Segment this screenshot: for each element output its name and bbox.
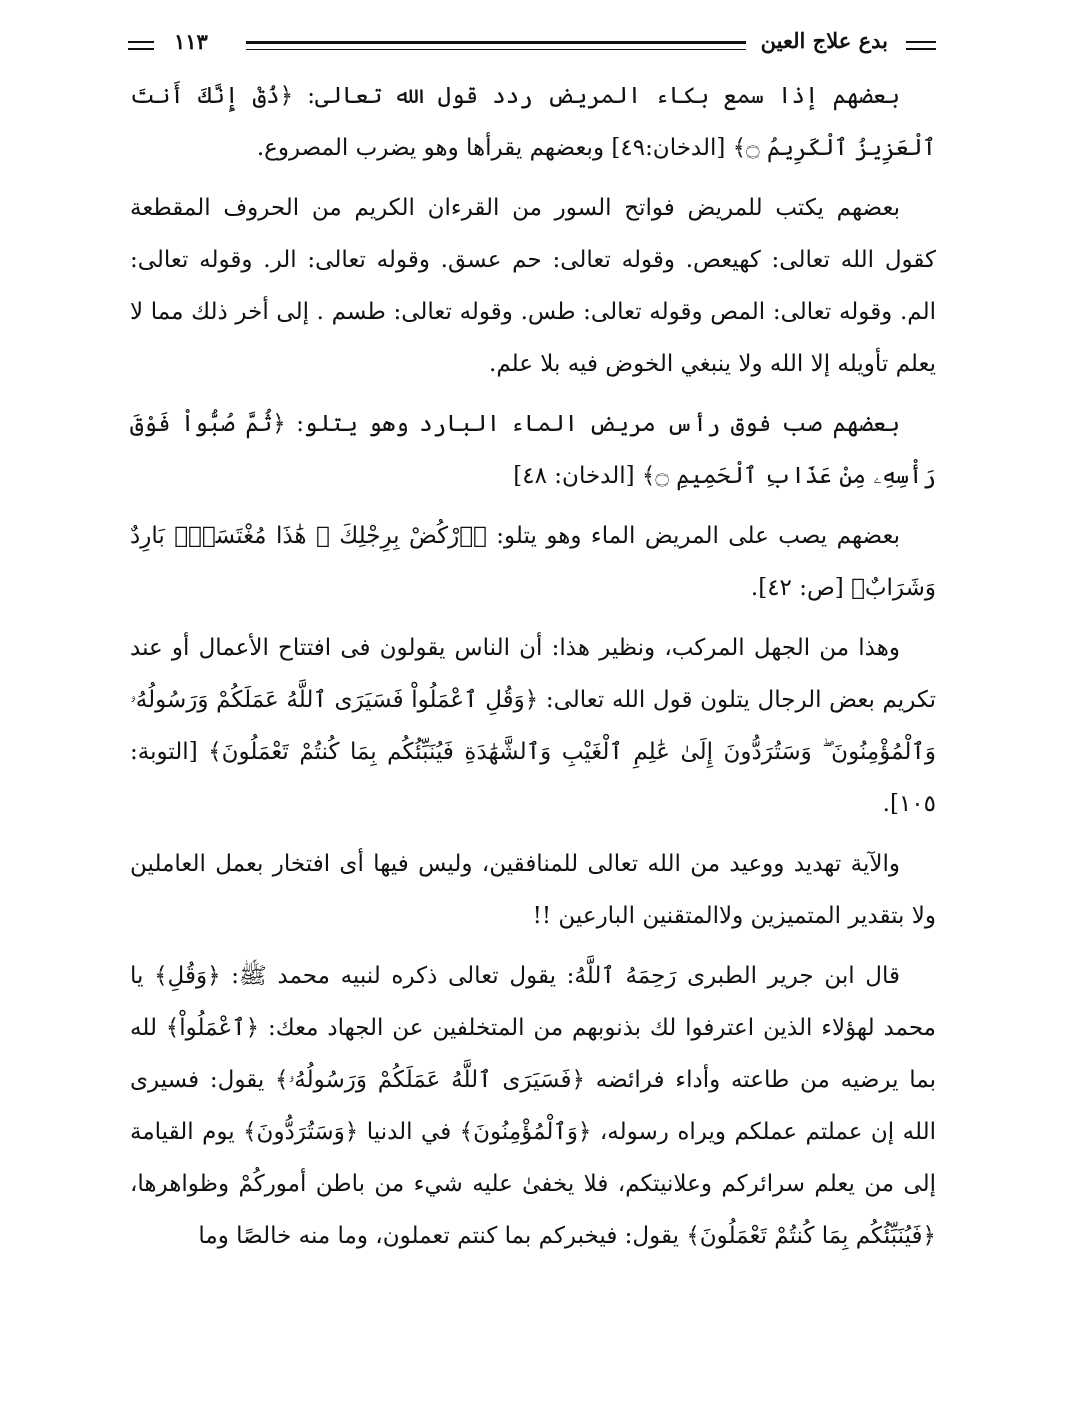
header-rule (246, 41, 746, 50)
paragraph: وهذا من الجهل المركب، ونظير هذا: أن الناس يقولون فى افتتاح الأعمال أو عند تكريم بعض الرجال يتلون قول الله تعالى: ﴿وَقُلِ ٱعْمَلُواْ فَسَيَرَى ٱللَّهُ عَمَلَكُمْ وَرَسُولُهُۥ وَٱلْمُؤْمِنُونَ ۖ وَسَتُرَدُّونَ إِلَىٰ عَٰلِمِ ٱلْغَيْبِ وَٱلشَّهَٰدَةِ فَيُنَبِّئُكُم بِمَا كُنتُمْ تَعْمَلُونَ﴾ [التوبة: ١٠٥]. (130, 635, 936, 817)
paragraph: بعضهم يكتب للمريض فواتح السور من القرءان الكريم من الحروف المقطعة كقول الله تعالى: كهيعص. وقوله تعالى: حم عسق. وقوله تعالى: الر. وقوله تعالى: الم. وقوله تعالى: المص وقوله تعالى: طس. وقوله تعالى: طسم . إلى أخر ذلك مما لا يعلم تأويله إلا الله ولا ينبغي الخوض فيه بلا علم. (130, 195, 936, 377)
running-title: بدع علاج العين (760, 28, 888, 53)
page-header (128, 28, 936, 58)
page-number: ١١٣ (174, 29, 208, 54)
paragraph: والآية تهديد ووعيد من الله تعالى للمنافقين، وليس فيها أى افتخار بعمل العاملين ولا بتقدير المتميزين ولاالمتقنين البارعين !! (130, 851, 936, 929)
header-ornament-left (128, 41, 154, 50)
paragraph: بعضهم إذا سمع بكاء المريض ردد قول الله تعالى: ﴿ذُقْ إِنَّكَ أَنتَ ٱلْعَزِيزُ ٱلْكَرِيمُ ۝﴾ [الدخان:٤٩] وبعضهم يقرأها وهو يضرب المصروع. (130, 83, 936, 161)
paragraph: بعضهم يصب على المريض الماء وهو يتلو: ﴿ٱرْكُضْ بِرِجْلِكَ ۖ هَٰذَا مُغْتَسَلٌۢ بَارِدٌ وَشَرَابٌ﴾ [ص: ٤٢]. (130, 523, 936, 601)
paragraph: قال ابن جرير الطبرى رَحِمَهُ ٱللَّهُ: يقول تعالى ذكره لنبيه محمد ﷺ: ﴿وَقُلِ﴾ يا محمد لهؤلاء الذين اعترفوا لك بذنوبهم من المتخلفين عن الجهاد معك: ﴿ٱعْمَلُواْ﴾ لله بما يرضيه من طاعته وأداء فرائضه ﴿فَسَيَرَى ٱللَّهُ عَمَلَكُمْ وَرَسُولُهُۥ﴾ يقول: فسيرى الله إن عملتم عملكم ويراه رسوله، ﴿وَٱلْمُؤْمِنُونَ﴾ في الدنيا ﴿وَسَتُرَدُّونَ﴾ يوم القيامة إلى من يعلم سرائركم وعلانيتكم، فلا يخفىٰ عليه شيء من باطن أموركُمْ وظواهرها، ﴿فَيُنَبِّئُكُم بِمَا كُنتُمْ تَعْمَلُونَ﴾ يقول: فيخبركم بما كنتم تعملون، وما منه خالصًا وما (130, 963, 936, 1249)
header-ornament-right (906, 41, 936, 50)
body-text (130, 70, 936, 1270)
paragraph: بعضهم صب فوق رأس مريض الماء البارد وهو يتلو: ﴿ثُمَّ صُبُّواْ فَوْقَ رَأْسِهِۦ مِنْ عَذَابِ ٱلْحَمِيمِ ۝﴾ [الدخان: ٤٨] (130, 411, 936, 489)
